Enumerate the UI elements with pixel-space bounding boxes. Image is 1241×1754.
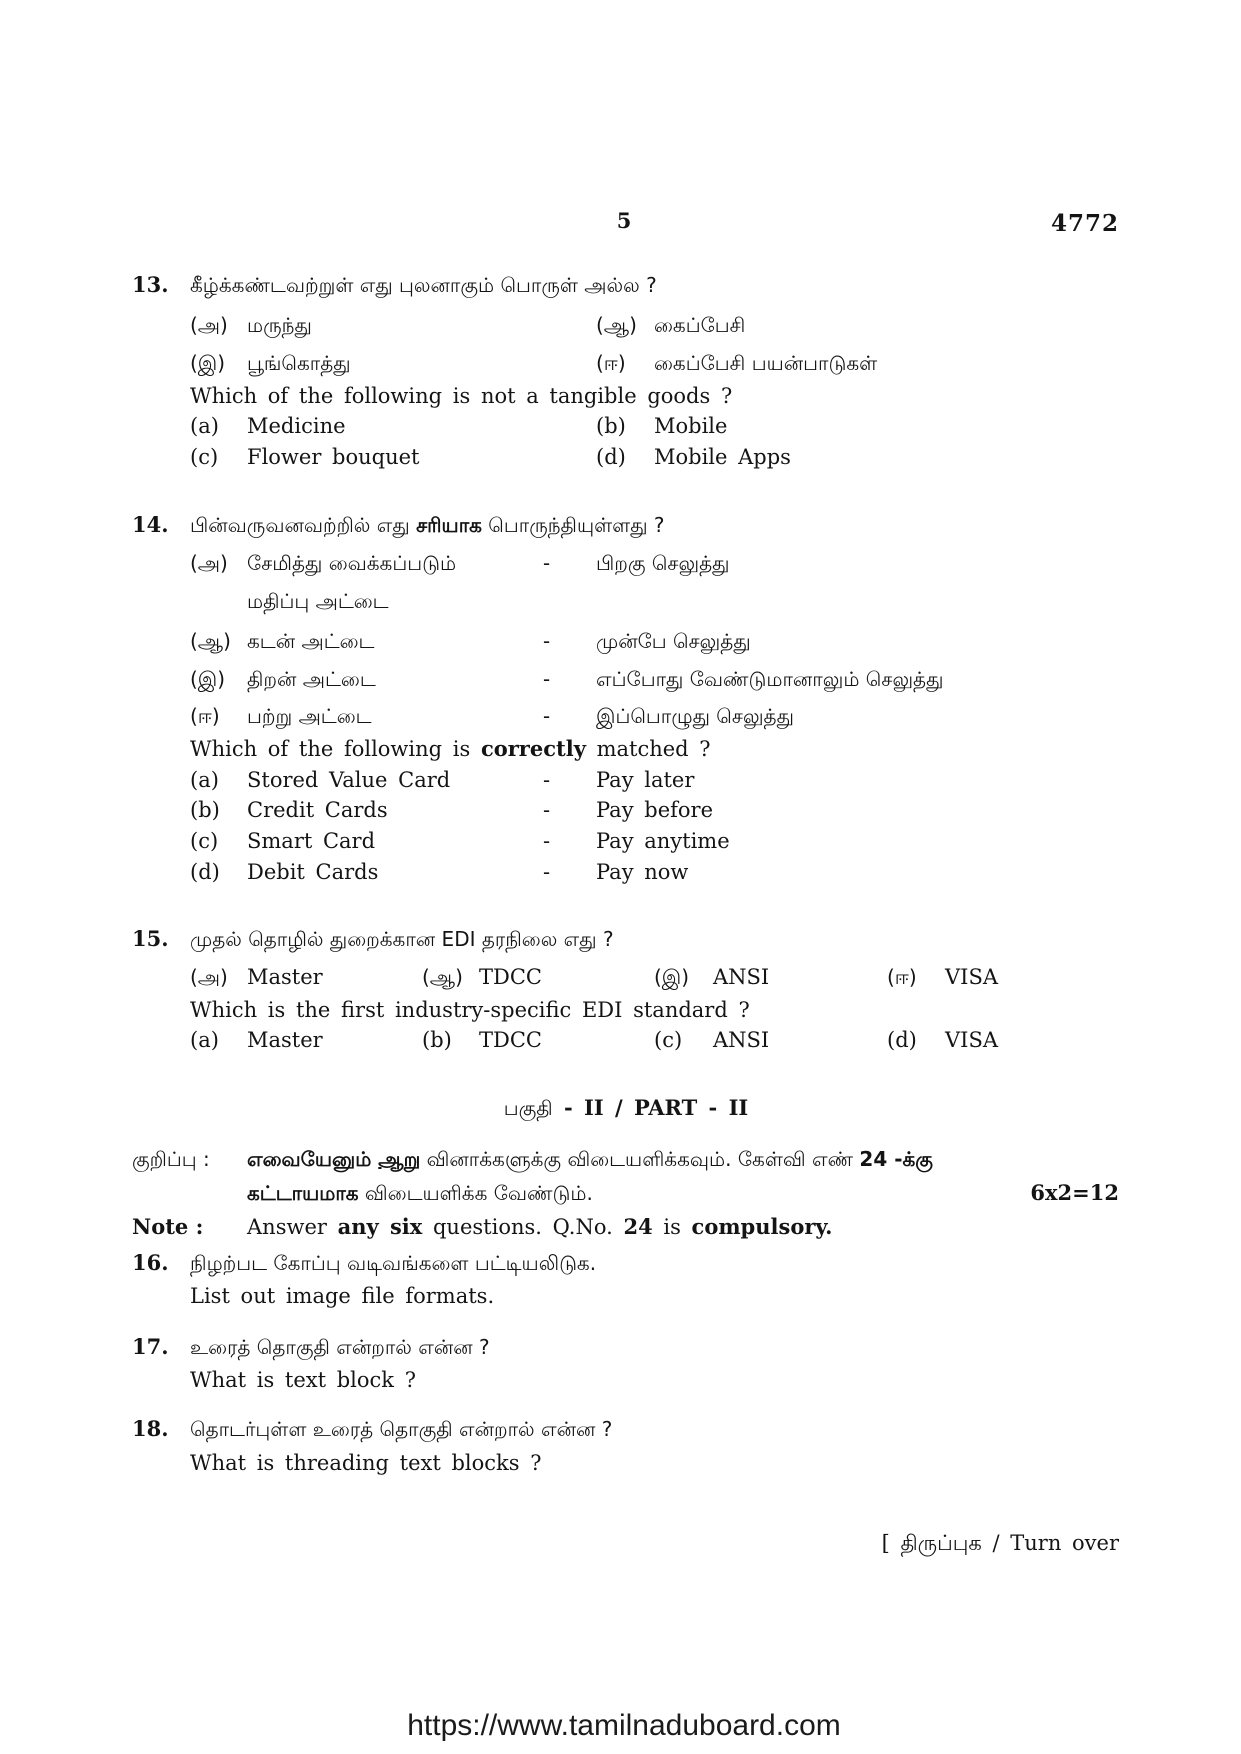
match-item-english: Stored Value Card (247, 768, 451, 792)
option-text-english: Flower bouquet (247, 445, 420, 469)
match-label-tamil: (ஈ) (190, 704, 220, 728)
question-prompt-english: What is threading text blocks ? (190, 1451, 542, 1475)
question-number: 18. (132, 1416, 169, 1441)
instruction-emphasis: 24 (623, 1214, 653, 1239)
paper-code: 4772 (1050, 210, 1119, 237)
match-item-english: Credit Cards (247, 798, 388, 822)
match-label-tamil: (இ) (190, 667, 226, 691)
question-number: 16. (132, 1250, 169, 1275)
option-label-tamil: (அ) (190, 313, 228, 337)
option-label-tamil: (ஆ) (422, 965, 463, 989)
instruction-segment: விடையளிக்க வேண்டும். (358, 1181, 593, 1205)
instruction-emphasis: கட்டாயமாக (247, 1181, 359, 1205)
match-item-english: Smart Card (247, 829, 376, 853)
match-label-english: (d) (190, 860, 220, 884)
instruction-emphasis: compulsory. (691, 1214, 833, 1239)
match-label-tamil: (அ) (190, 551, 228, 575)
option-label-english: (b) (422, 1028, 452, 1052)
option-text-english: Mobile (654, 414, 728, 438)
option-label-tamil: (அ) (190, 965, 228, 989)
part-heading (426, 1095, 826, 1121)
match-separator: - (543, 667, 551, 691)
question-prompt-english: List out image file formats. (190, 1284, 495, 1308)
instruction-tamil-line-1 (247, 1146, 933, 1172)
question-prompt-english (190, 736, 711, 762)
match-answer-tamil: இப்பொழுது செலுத்து (596, 704, 794, 728)
match-answer-english: Pay anytime (596, 829, 730, 853)
match-separator: - (543, 768, 551, 792)
option-label-tamil: (இ) (654, 965, 690, 989)
match-item-tamil: சேமித்து வைக்கப்படும் (247, 551, 457, 575)
instruction-segment: questions. Q.No. (422, 1215, 624, 1239)
prompt-emphasis: சரியாக (416, 513, 482, 537)
match-label-english: (c) (190, 829, 219, 853)
option-text-english: Mobile Apps (654, 445, 791, 469)
option-label-english: (d) (887, 1028, 917, 1052)
option-text-tamil: கைப்பேசி (654, 313, 746, 337)
instruction-segment: Answer (247, 1215, 338, 1239)
instruction-emphasis: 24 -க்கு (859, 1147, 933, 1171)
question-number: 15. (132, 926, 169, 951)
question-prompt-tamil: கீழ்க்கண்டவற்றுள் எது புலனாகும் பொருள் அல்ல ? (190, 273, 657, 297)
question-prompt-tamil: தொடர்புள்ள உரைத் தொகுதி என்றால் என்ன ? (190, 1417, 613, 1441)
option-label-tamil: (ஈ) (596, 351, 626, 375)
match-separator: - (543, 798, 551, 822)
match-answer-tamil: பிறகு செலுத்து (596, 551, 730, 575)
prompt-segment: பொருந்தியுள்ளது ? (481, 513, 665, 537)
instruction-segment: is (652, 1215, 692, 1239)
question-prompt-english: What is text block ? (190, 1368, 416, 1392)
match-separator: - (543, 860, 551, 884)
instruction-segment: வினாக்களுக்கு விடையளிக்கவும். கேள்வி எண் (420, 1147, 860, 1171)
option-label-english: (d) (596, 445, 626, 469)
match-item-tamil-continued: மதிப்பு அட்டை (247, 589, 389, 613)
match-label-english: (b) (190, 798, 220, 822)
question-prompt-tamil: முதல் தொழில் துறைக்கான EDI தரநிலை எது ? (190, 927, 614, 951)
prompt-segment: பின்வருவனவற்றில் எது (190, 513, 417, 537)
option-text-tamil: மருந்து (247, 313, 312, 337)
option-label-tamil: (ஆ) (596, 313, 637, 337)
match-answer-english: Pay now (596, 860, 689, 884)
match-answer-tamil: எப்போது வேண்டுமானாலும் செலுத்து (596, 667, 944, 691)
instruction-emphasis: any six (337, 1214, 423, 1239)
match-label-tamil: (ஆ) (190, 629, 231, 653)
option-text-english: TDCC (479, 1028, 542, 1052)
match-answer-english: Pay later (596, 768, 695, 792)
part-heading-english: - II / PART - II (552, 1095, 749, 1120)
prompt-segment: matched ? (585, 737, 711, 761)
instruction-label-english: Note : (132, 1214, 204, 1239)
option-text: ANSI (713, 965, 770, 989)
instruction-english (247, 1214, 833, 1240)
match-answer-english: Pay before (596, 798, 713, 822)
option-text-english: VISA (945, 1028, 999, 1052)
instruction-tamil-line-2 (247, 1180, 593, 1206)
option-label-tamil: (இ) (190, 351, 226, 375)
instruction-emphasis-underlined: ஆறு (378, 1147, 421, 1171)
match-item-tamil: பற்று அட்டை (247, 704, 372, 728)
option-text-tamil: கைப்பேசி பயன்பாடுகள் (654, 351, 878, 375)
option-text-tamil: பூங்கொத்து (247, 351, 351, 375)
option-text-english: Medicine (247, 414, 346, 438)
match-item-tamil: திறன் அட்டை (247, 667, 376, 691)
option-label-english: (c) (654, 1028, 683, 1052)
question-number: 13. (132, 272, 169, 297)
option-text-english: ANSI (713, 1028, 770, 1052)
match-separator: - (543, 629, 551, 653)
option-text: VISA (945, 965, 999, 989)
question-prompt-tamil (190, 512, 665, 538)
match-label-english: (a) (190, 768, 219, 792)
prompt-segment: Which of the following is (190, 737, 481, 761)
match-separator: - (543, 829, 551, 853)
match-separator: - (543, 704, 551, 728)
question-number: 17. (132, 1334, 169, 1359)
marks-allocation: 6x2=12 (1030, 1180, 1119, 1205)
match-item-tamil: கடன் அட்டை (247, 629, 375, 653)
match-answer-tamil: முன்பே செலுத்து (596, 629, 751, 653)
question-number: 14. (132, 512, 169, 537)
question-prompt-tamil: உரைத் தொகுதி என்றால் என்ன ? (190, 1335, 490, 1359)
match-separator: - (543, 551, 551, 575)
question-prompt-english: Which is the first industry-specific EDI standard ? (190, 998, 750, 1022)
turn-over-note: [ திருப்புக / Turn over (881, 1531, 1119, 1555)
page-number: 5 (616, 208, 632, 233)
option-text: Master (247, 965, 323, 989)
option-label-english: (a) (190, 1028, 219, 1052)
match-item-english: Debit Cards (247, 860, 379, 884)
option-label-english: (a) (190, 414, 219, 438)
option-text: TDCC (479, 965, 542, 989)
source-watermark-url: https://www.tamilnaduboard.com (407, 1709, 841, 1742)
instruction-emphasis: எவையேனும் (247, 1147, 379, 1171)
question-prompt-english: Which of the following is not a tangible goods ? (190, 384, 733, 408)
option-text-english: Master (247, 1028, 323, 1052)
part-heading-tamil: பகுதி (503, 1096, 553, 1120)
option-label-tamil: (ஈ) (887, 965, 917, 989)
question-prompt-tamil: நிழற்பட கோப்பு வடிவங்களை பட்டியலிடுக. (190, 1251, 597, 1275)
option-label-english: (b) (596, 414, 626, 438)
prompt-emphasis: correctly (480, 736, 586, 761)
instruction-label-tamil: குறிப்பு : (132, 1147, 210, 1171)
option-label-english: (c) (190, 445, 219, 469)
